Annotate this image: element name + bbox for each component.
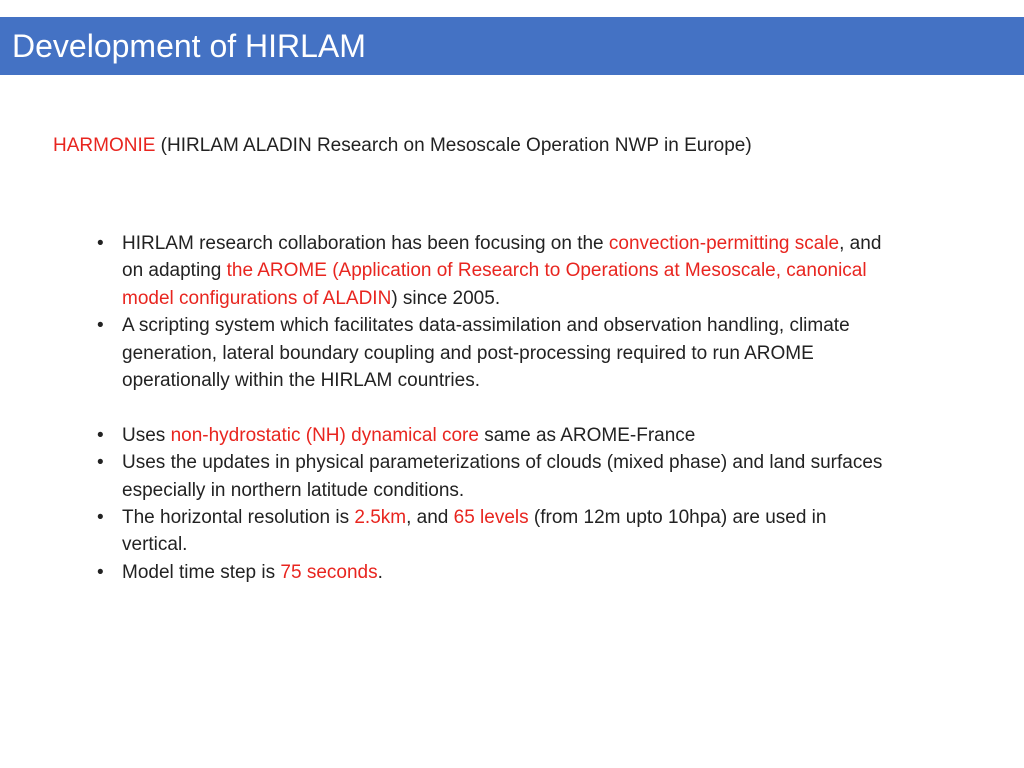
bullet-marker: • — [97, 561, 104, 583]
bullet-highlight: convection-permitting scale — [608, 233, 840, 254]
bullet-marker: • — [97, 233, 104, 254]
bullet-text: , and — [406, 507, 454, 529]
bullet-text: Model time step is — [122, 561, 281, 583]
bullet-item-collaboration — [97, 230, 897, 312]
bullet-item-physical-parameterizations — [97, 449, 897, 504]
bullet-marker: • — [97, 452, 104, 474]
bullet-marker: • — [97, 507, 104, 529]
bullet-text: , and on adapting — [122, 233, 882, 282]
bullet-text: ) since 2005. — [391, 287, 501, 309]
bullet-highlight: non-hydrostatic (NH) dynamical core — [170, 424, 479, 446]
slide-title: Development of HIRLAM — [12, 28, 366, 64]
bullet-text: . — [377, 561, 383, 583]
bullet-text: Uses the updates in physical parameterizations of clouds (mixed phase) and land surfaces especially in northern latitude conditions. — [122, 452, 883, 501]
bullet-item-resolution — [97, 504, 897, 559]
bullet-spacer — [97, 394, 897, 421]
title-bar — [0, 17, 1024, 75]
bullet-highlight: 65 levels — [453, 507, 529, 529]
bullet-highlight: the AROME (Application of Research to Operations at Mesoscale, canonical model configurations of ALADIN — [122, 260, 867, 309]
bullet-list — [97, 230, 897, 586]
bullet-marker: • — [97, 315, 104, 337]
bullet-marker: • — [97, 424, 104, 446]
bullet-item-scripting-system — [97, 312, 897, 394]
bullet-text: A scripting system which facilitates data-assimilation and observation handling, climate generation, lateral boundary coupling and post-processing required to run AROME operationally within the HIRLAM countries. — [122, 315, 850, 392]
bullet-text: Uses — [122, 424, 171, 446]
bullet-text: same as AROME-France — [478, 424, 696, 446]
bullet-text: HIRLAM research collaboration has been focusing on the — [122, 233, 609, 254]
bullet-text: The horizontal resolution is — [122, 507, 355, 529]
bullet-text: (from 12m upto 10hpa) are used in vertical. — [122, 507, 827, 556]
bullet-item-time-step — [97, 559, 897, 586]
subtitle — [53, 134, 752, 158]
bullet-highlight: 75 seconds — [280, 561, 378, 583]
subtitle-acronym: HARMONIE — [53, 135, 156, 156]
bullet-highlight: 2.5km — [354, 507, 407, 529]
bullet-item-dynamical-core — [97, 422, 897, 449]
subtitle-expansion: (HIRLAM ALADIN Research on Mesoscale Operation NWP in Europe) — [155, 135, 752, 156]
